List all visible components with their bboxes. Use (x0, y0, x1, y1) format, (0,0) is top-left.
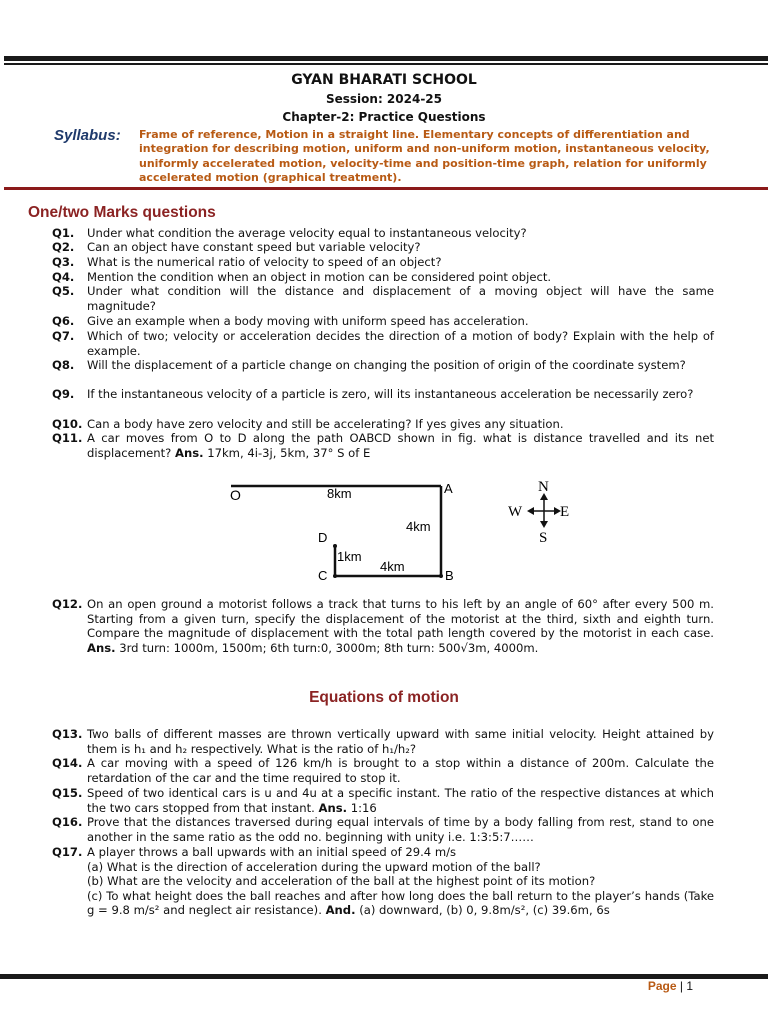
compass-icon (508, 479, 569, 546)
top-rule-thick (4, 56, 768, 61)
question-q17 (52, 845, 714, 918)
question-body: A car moves from O to D along the path OABCD shown in fig. what is distance travelled and its net displacement? (87, 431, 714, 460)
question-text: Under what condition the average velocity equal to instantaneous velocity? (87, 226, 527, 240)
page-footer (648, 979, 693, 993)
chapter-title: Chapter-2: Practice Questions (282, 110, 486, 124)
section-title-one-two-marks: One/two Marks questions (28, 204, 216, 221)
question-q14 (52, 756, 714, 785)
question-number: Q1. (52, 226, 75, 240)
point-d-dot (333, 544, 337, 548)
compass-arrow-west (527, 507, 534, 515)
section-divider (4, 187, 768, 190)
question-q7 (52, 329, 714, 358)
question-q15 (52, 786, 714, 815)
question-text: Will the displacement of a particle change on changing the position of origin of the coordinate system? (87, 358, 686, 372)
question-text: Can a body have zero velocity and still be accelerating? If yes gives any situation. (87, 417, 564, 431)
question-number: Q5. (52, 284, 75, 298)
question-text: Which of two; velocity or acceleration decides the direction of a motion of body? Explain with the help of example. (87, 329, 714, 358)
question-number: Q7. (52, 329, 75, 343)
question-q9 (52, 387, 714, 402)
question-text: Give an example when a body moving with uniform speed has acceleration. (87, 314, 529, 328)
top-rule-thin (4, 63, 768, 65)
school-name: GYAN BHARATI SCHOOL (291, 72, 477, 88)
question-text: Under what condition will the distance and displacement of a moving object will have the same magnitude? (87, 284, 714, 313)
syllabus-text: Frame of reference, Motion in a straight line. Elementary concepts of differentiation and integration for describing motion, uniform and non-uniform motion, instantaneous velocity, uniformly accelerated motion, velocity-time and position-time graph, relation for uniformly accelerated motion (graphical treatment). (139, 128, 710, 185)
question-q13 (52, 727, 714, 756)
question-q12 (52, 597, 714, 655)
question-q4 (52, 270, 714, 285)
point-b-dot (439, 574, 443, 578)
question-body: On an open ground a motorist follows a track that turns to his left by an angle of 60° after every 500 m. Starting from a given turn, specify the displacement of the motorist at the third, sixth and eighth turn. Compare the magnitude of displacement with the total path length covered by the motorist in each case. (87, 597, 714, 641)
question-text (87, 845, 714, 918)
question-text (87, 431, 714, 460)
point-o-label: O (230, 487, 241, 503)
question-q11 (52, 431, 714, 460)
label-ab-distance: 4km (406, 519, 431, 534)
answer-text: 17km, 4i-3j, 5km, 37° S of E (207, 445, 371, 460)
question-body: A player throws a ball upwards with an initial speed of 29.4 m/s (87, 845, 457, 859)
question-number: Q14. (52, 756, 83, 770)
question-q2 (52, 240, 714, 255)
section-title-equations: Equations of motion (309, 689, 459, 706)
compass-west: W (508, 504, 523, 520)
question-q16 (52, 815, 714, 844)
question-number: Q6. (52, 314, 75, 328)
question-text: Two balls of different masses are thrown vertically upward with same initial velocity. Height attained by them is h₁ and h₂ respectively. What is the ratio of h₁/h₂? (87, 727, 714, 756)
answer-label: Ans. (87, 640, 116, 655)
question-q3 (52, 255, 714, 270)
answer-label: Ans. (318, 800, 348, 815)
question-part-b: (b) What are the velocity and acceleration of the ball at the highest point of its motion? (87, 874, 596, 889)
compass-north: N (538, 479, 549, 495)
question-q8 (52, 358, 714, 373)
question-number: Q2. (52, 240, 75, 254)
path-diagram (225, 478, 585, 588)
compass-arrow-south (540, 521, 548, 528)
question-q1 (52, 226, 714, 241)
question-number: Q10. (52, 417, 83, 431)
question-text: If the instantaneous velocity of a particle is zero, will its instantaneous acceleration be necessarily zero? (87, 387, 694, 401)
question-number: Q13. (52, 727, 83, 741)
question-part-a: (a) What is the direction of acceleration during the upward motion of the ball? (87, 859, 541, 874)
question-q5 (52, 284, 714, 313)
question-text: Mention the condition when an object in motion can be considered point object. (87, 270, 552, 284)
point-b-label: B (445, 568, 454, 583)
answer-label: Ans. (174, 445, 204, 460)
point-c-dot (333, 574, 337, 578)
question-number: Q3. (52, 255, 75, 269)
question-number: Q9. (52, 387, 75, 401)
session: Session: 2024-25 (325, 92, 443, 106)
question-text: A car moving with a speed of 126 km/h is brought to a stop within a distance of 200m. Calculate the retardation of the car and the time required to stop it. (87, 756, 714, 785)
label-bc-distance: 4km (380, 559, 405, 574)
question-q6 (52, 314, 714, 329)
page-separator: | (679, 979, 683, 993)
label-oa-distance: 8km (327, 486, 352, 501)
question-text: Can an object have constant speed but variable velocity? (87, 240, 421, 254)
question-number: Q11. (52, 431, 83, 445)
question-number: Q17. (52, 845, 83, 859)
point-d-label: D (318, 530, 328, 545)
question-part-c: (c) To what height does the ball reaches and after how long does the ball return to the player’s hands (Take g = 9.8 m/s² and neglect air resistance). (87, 888, 714, 918)
answer-text: 1:16 (350, 800, 377, 815)
label-cd-distance: 1km (337, 549, 362, 564)
question-number: Q15. (52, 786, 83, 800)
question-number: Q12. (52, 597, 83, 611)
page-label: Page (647, 979, 677, 993)
point-c-label: C (318, 568, 328, 583)
answer-label: And. (325, 903, 356, 918)
question-body: Speed of two identical cars is u and 4u at a specific instant. The ratio of the respective distances at which the two cars stopped from that instant. (87, 786, 714, 815)
question-text (87, 786, 714, 815)
question-number: Q16. (52, 815, 83, 829)
answer-text: (a) downward, (b) 0, 9.8m/s², (c) 39.6m, 6s (359, 903, 610, 918)
question-text (87, 597, 714, 655)
compass-east: E (560, 504, 570, 520)
question-text: Prove that the distances traversed during equal intervals of time by a body falling from rest, stand to one another in the same ratio as the odd no. beginning with unity i.e. 1:3:5:7…… (87, 815, 714, 844)
compass-south: S (539, 530, 548, 546)
page-number: 1 (686, 979, 693, 993)
question-q10 (52, 417, 714, 432)
question-text: What is the numerical ratio of velocity to speed of an object? (87, 255, 442, 269)
question-number: Q4. (52, 270, 75, 284)
syllabus-label: Syllabus: (54, 127, 121, 144)
answer-text: 3rd turn: 1000m, 1500m; 6th turn:0, 3000m; 8th turn: 500√3m, 4000m. (119, 640, 539, 655)
question-number: Q8. (52, 358, 75, 372)
point-a-label: A (444, 481, 453, 496)
